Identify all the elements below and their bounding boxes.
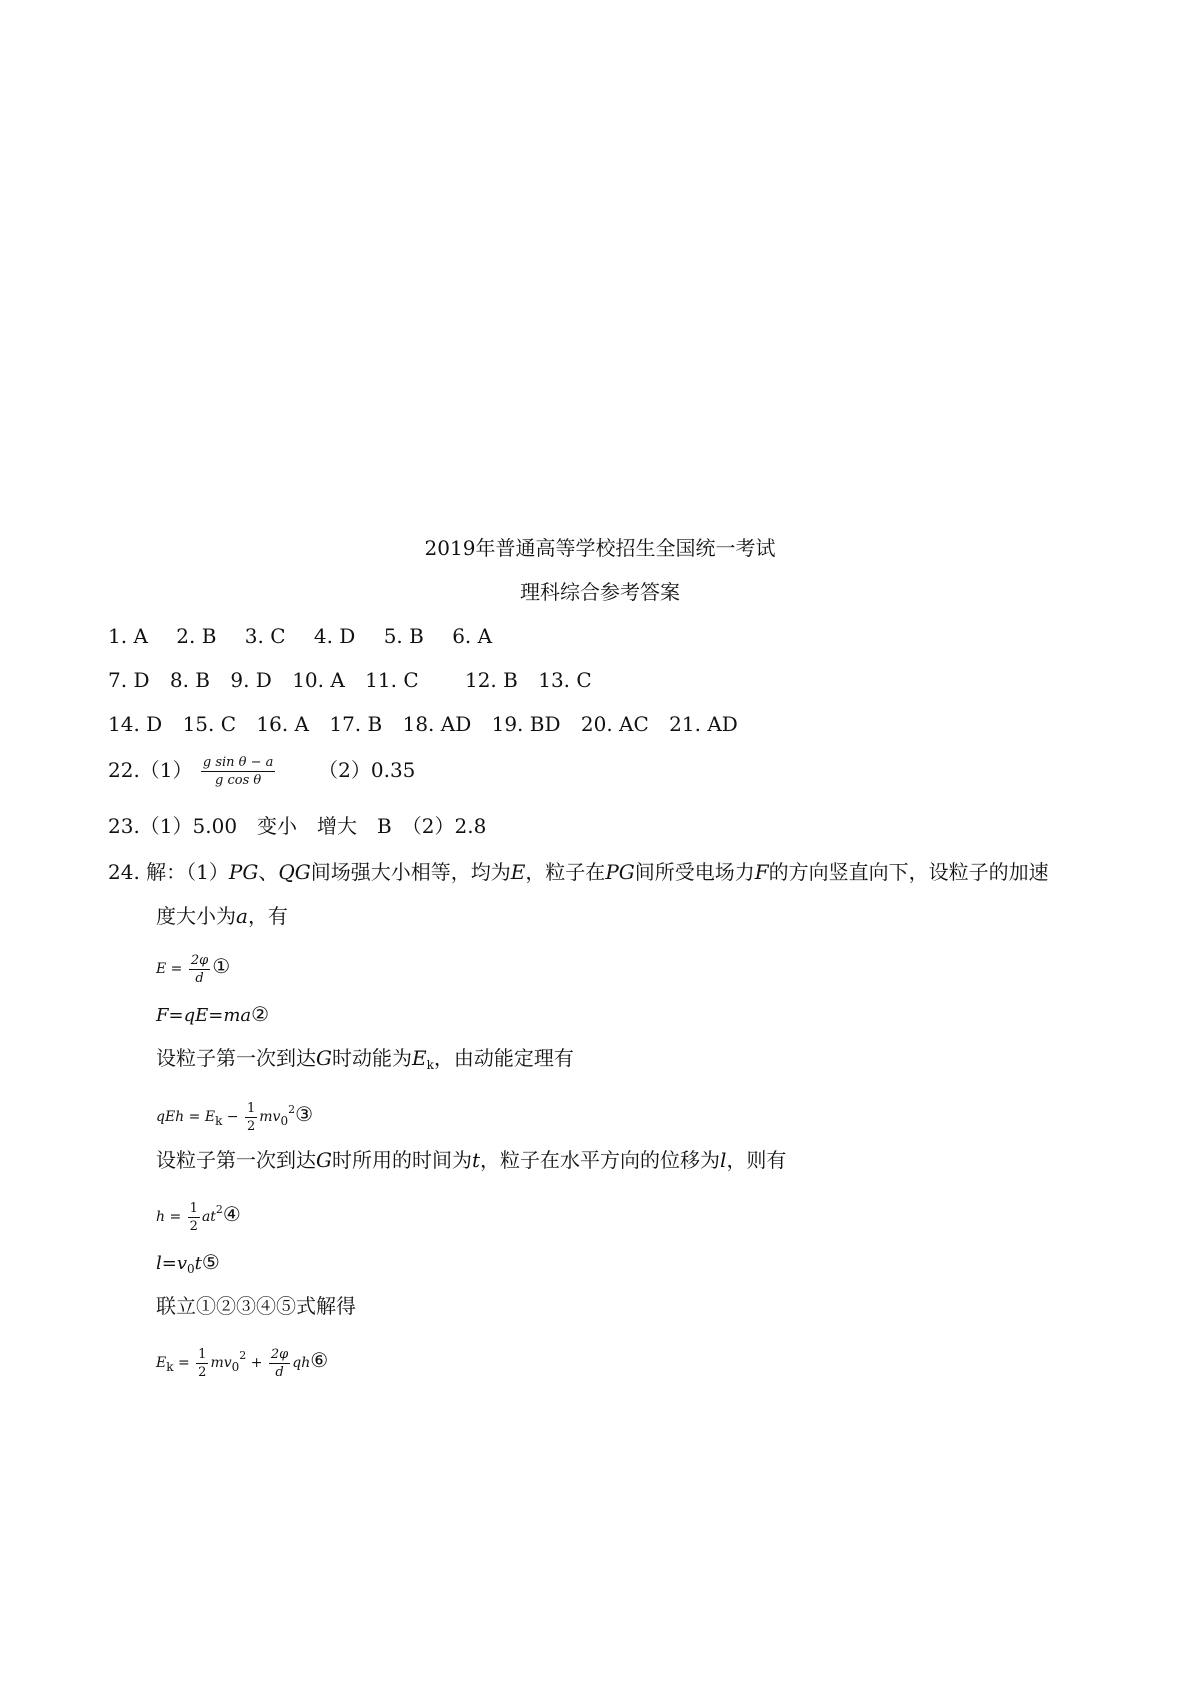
answer-item: 18. AD: [402, 712, 472, 736]
equation-6: Ek = $\frac{1}{2}$ $mv0^2$ + $\frac{2\varphi}{d}$ qh⑥: [156, 1346, 329, 1380]
equation-3: qEh = Ek − $\frac{1}{2}$ $mv0^2③$: [156, 1100, 314, 1134]
half-fraction: $\frac{1}{2}$: [198, 1346, 207, 1380]
answer-item: 15. C: [182, 712, 237, 736]
answer-item: 21. AD: [669, 712, 738, 736]
q23-answer: 23.（1）5.00 变小 增大 B （2）2.8: [108, 814, 487, 838]
eq1-fraction: $\frac{2\varphi}{d}$: [190, 952, 209, 986]
answer-item: 3. C: [244, 624, 286, 648]
equation-4: h = $\frac{1}{2}$ $at^2④$: [156, 1200, 241, 1234]
answers-row-3: [108, 710, 738, 738]
equation-number: ⑤: [201, 1250, 220, 1274]
q22-part2: （2）0.35: [318, 758, 416, 782]
q22-label: 22.（1）: [108, 758, 193, 782]
answer-item: 5. B: [383, 624, 424, 648]
answer-item: 6. A: [452, 624, 493, 648]
q24-line-2: 度大小为a，有: [156, 904, 288, 928]
answer-item: 8. B: [169, 668, 210, 692]
q24-sentence-3: 联立①②③④⑤式解得: [156, 1294, 356, 1318]
answer-item: 7. D: [108, 668, 150, 692]
equation-2: F=qE=ma②: [156, 1002, 270, 1026]
q22-fraction: [201, 754, 276, 789]
answer-item: 9. D: [230, 668, 272, 692]
answer-item: 12. B: [464, 668, 518, 692]
answer-item: 10. A: [292, 668, 345, 692]
answer-item: 16. A: [256, 712, 309, 736]
equation-1: E = $\frac{2\varphi}{d}$ ①: [156, 952, 231, 986]
answer-item: 1. A: [108, 624, 148, 648]
equation-5: l=v0t⑤: [156, 1250, 220, 1276]
answer-item: 19. BD: [491, 712, 561, 736]
answer-item: 11. C: [365, 668, 419, 692]
equation-number: ①: [212, 954, 231, 978]
answer-item: 13. C: [538, 668, 592, 692]
equation-number: ⑥: [310, 1348, 329, 1372]
equation-number: ③: [295, 1102, 314, 1126]
answer-item: 2. B: [176, 624, 217, 648]
q24-sentence-2: 设粒子第一次到达G时所用的时间为t，粒子在水平方向的位移为l，则有: [156, 1148, 787, 1172]
q22-frac-numerator: g sin θ − a: [202, 755, 274, 770]
answer-item: 17. B: [329, 712, 383, 736]
answer-item: 14. D: [108, 712, 163, 736]
half-fraction: $\frac{1}{2}$: [246, 1100, 256, 1134]
q22-answer: [108, 752, 415, 789]
eq6-fraction: $\frac{2\varphi}{d}$: [270, 1346, 289, 1380]
answers-row-2: [108, 666, 592, 694]
q22-frac-denominator: g cos θ: [215, 773, 262, 788]
equation-number: ②: [251, 1002, 270, 1026]
q24-sentence-1: 设粒子第一次到达G时动能为$E_k$，由动能定理有: [156, 1046, 574, 1072]
answer-item: 4. D: [313, 624, 356, 648]
doc-title: 2019年普通高等学校招生全国统一考试: [424, 536, 776, 560]
doc-subtitle: 理科综合参考答案: [520, 580, 680, 604]
answer-item: 20. AC: [580, 712, 649, 736]
q24-line-1: 24. 解：（1）PG、QG间场强大小相等，均为E，粒子在PG间所受电场力F的方向竖直向下，设粒子的加速: [108, 860, 1049, 884]
half-fraction: $\frac{1}{2}$: [189, 1200, 198, 1234]
answers-row-1: [108, 622, 492, 650]
equation-number: ④: [222, 1202, 241, 1226]
